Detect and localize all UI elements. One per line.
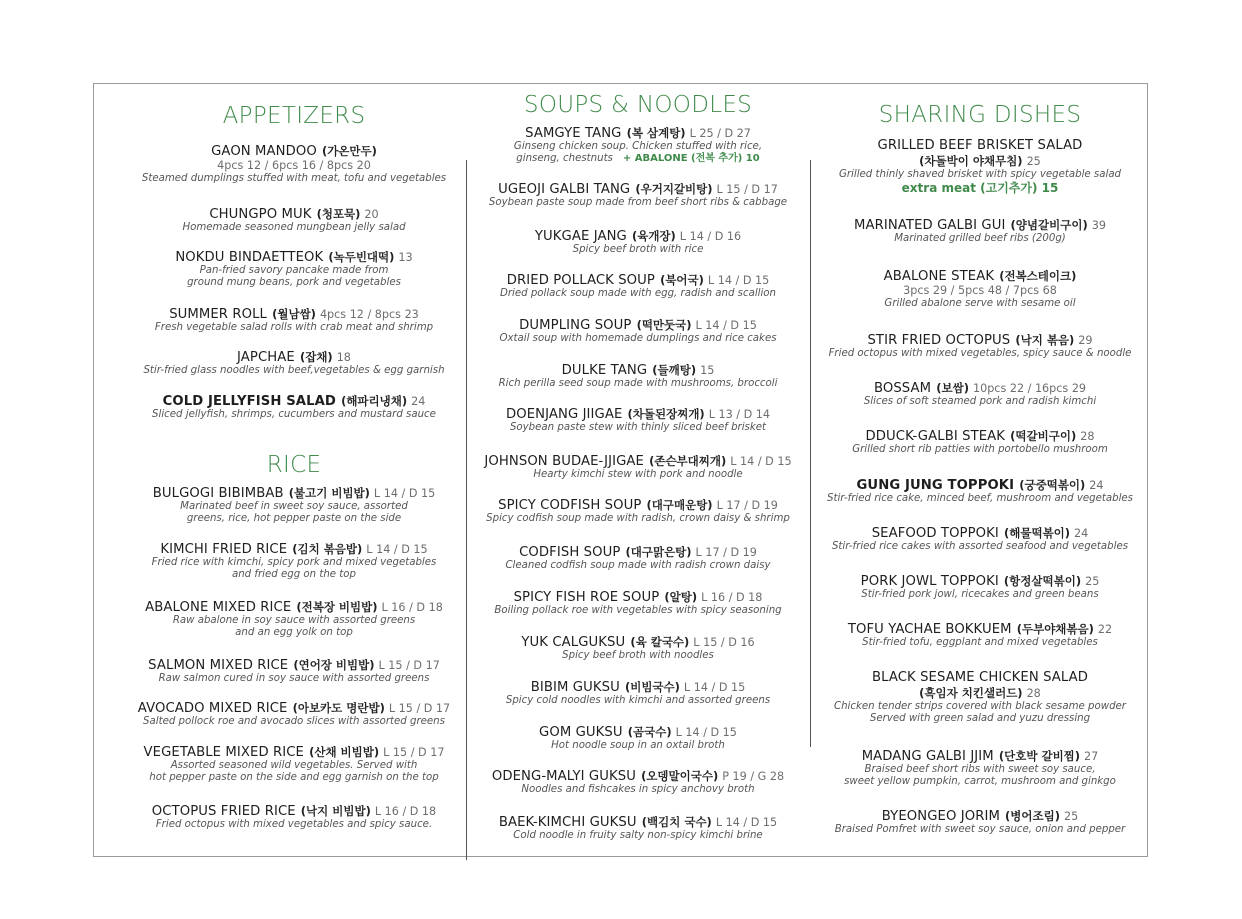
item-price: 20 (364, 208, 379, 221)
item-description: ginseng, chestnuts (516, 153, 613, 164)
menu-item (129, 206, 459, 234)
item-name: TOFU YACHAE BOKKUEM (847, 622, 1012, 637)
menu-item (816, 137, 1144, 196)
menu-item (129, 803, 459, 831)
item-description: Sliced jellyfish, shrimps, cucumbers and mustard sauce (152, 409, 436, 420)
menu-item (129, 143, 459, 185)
item-korean-name: (들깨탕) (652, 363, 697, 377)
menu-item (129, 485, 459, 525)
item-korean-name: (우거지갈비탕) (635, 182, 713, 196)
item-price: L 17 / D 19 (716, 499, 778, 512)
menu-item-title-line (816, 808, 1144, 824)
menu-item-title-line (129, 599, 459, 615)
item-name: NOKDU BINDAETTEOK (175, 250, 324, 265)
item-description: Grilled thinly shaved brisket with spicy vegetable salad (838, 169, 1122, 180)
item-price: 4pcs 12 / 8pcs 23 (319, 308, 419, 321)
menu-item (473, 814, 803, 842)
item-korean-name: (백김치 국수) (641, 815, 712, 829)
item-name: JAPCHAE (237, 350, 295, 365)
menu-item (816, 808, 1144, 836)
item-korean-name: (아보카도 명란밥) (292, 701, 385, 715)
item-description: Spicy beef broth with rice (572, 244, 704, 255)
menu-item-title-line (816, 332, 1144, 348)
item-name: CHUNGPO MUK (209, 207, 312, 222)
item-name: BIBIM GUKSU (530, 680, 620, 695)
section-heading: APPETIZERS (222, 103, 366, 129)
menu-item (473, 181, 803, 209)
item-description: and fried egg on the top (231, 569, 356, 580)
item-price: L 15 / D 16 (693, 636, 755, 649)
item-price: 25 (1085, 575, 1100, 588)
menu-item-title-line (816, 621, 1144, 637)
menu-item-title-line (129, 657, 459, 673)
item-korean-name: (흑임자 치킨샐러드) (919, 686, 1023, 700)
item-description: Soybean paste soup made from beef short ribs & cabbage (488, 197, 788, 208)
menu-item (129, 541, 459, 581)
item-name: BOSSAM (873, 381, 932, 396)
menu-item (816, 621, 1144, 649)
item-price: L 25 / D 27 (689, 127, 751, 140)
menu-item (816, 332, 1144, 360)
item-korean-name: (연어장 비빔밥) (293, 658, 375, 672)
item-description: Fresh vegetable salad rolls with crab meat and shrimp (154, 322, 434, 333)
item-price: L 14 / D 15 (715, 816, 778, 829)
item-description: Grilled abalone serve with sesame oil (884, 298, 1076, 309)
item-description: Salted pollock roe and avocado slices with assorted greens (143, 716, 445, 727)
section-heading: RICE (266, 452, 322, 478)
item-korean-name: (단호박 갈비찜) (998, 749, 1081, 763)
item-description: Stir-fried pork jowl, ricecakes and green beans (861, 589, 1099, 600)
item-name: AVOCADO MIXED RICE (137, 701, 288, 716)
menu-item-title-line (816, 748, 1144, 764)
menu-item (816, 380, 1144, 408)
menu-item-title-line (129, 143, 459, 159)
item-price: L 14 / D 15 (373, 487, 436, 500)
item-korean-name: (대구맑은탕) (625, 545, 692, 559)
item-description: Cleaned codfish soup made with radish crown daisy (505, 560, 771, 571)
item-name: DDUCK-GALBI STEAK (865, 429, 1006, 444)
menu-item (816, 525, 1144, 553)
item-description: Assorted seasoned wild vegetables. Served with (170, 760, 418, 771)
menu-item (473, 544, 803, 572)
item-korean-name: (청포묵) (316, 207, 361, 221)
item-name: SAMGYE TANG (525, 126, 622, 141)
item-korean-name: (북어국) (660, 273, 704, 287)
menu-item-title-line (473, 679, 803, 695)
item-name: SPICY CODFISH SOUP (498, 498, 642, 513)
item-name: STIR FRIED OCTOPUS (867, 333, 1011, 348)
item-name: BYEONGEO JORIM (881, 809, 1000, 824)
menu-item-title-line (816, 669, 1144, 685)
item-price: L 14 / D 15 (695, 319, 757, 332)
item-price: 28 (1080, 430, 1095, 443)
item-name: GAON MANDOO (211, 144, 317, 159)
menu-item (816, 573, 1144, 601)
item-price-options: 3pcs 29 / 5pcs 48 / 7pcs 68 (903, 284, 1057, 297)
menu-item (473, 724, 803, 752)
menu-item (129, 700, 459, 728)
item-price: L 14 / D 15 (730, 455, 792, 468)
item-name: MARINATED GALBI GUI (854, 218, 1006, 233)
item-extra-option: + ABALONE (전복 추가) 10 (622, 153, 760, 164)
item-korean-name: (불고기 비빔밥) (288, 486, 370, 500)
item-description: Spicy codfish soup made with radish, crown daisy & shrimp (486, 513, 790, 524)
item-price: 39 (1091, 219, 1106, 232)
menu-item (473, 768, 803, 796)
item-korean-name: (가온만두) (321, 144, 377, 158)
menu-item (473, 228, 803, 256)
menu-item-korean-line (816, 685, 1144, 701)
menu-item-title-line (473, 768, 803, 784)
menu-item-title-line (129, 206, 459, 222)
menu-item (816, 428, 1144, 456)
item-name: MADANG GALBI JJIM (861, 749, 994, 764)
item-description: Stir-fried rice cake, minced beef, mushroom and vegetables (827, 493, 1133, 504)
menu-item-title-line (816, 525, 1144, 541)
item-price: L 15 / D 17 (716, 183, 778, 196)
item-price: L 16 / D 18 (381, 601, 443, 614)
menu-item-korean-line (816, 153, 1144, 169)
menu-item-title-line (473, 497, 803, 513)
item-name: SALMON MIXED RICE (148, 658, 289, 673)
menu-item (816, 268, 1144, 310)
menu-item (473, 589, 803, 617)
item-name: OCTOPUS FRIED RICE (151, 804, 296, 819)
item-description: Hearty kimchi stew with pork and noodle (533, 469, 743, 480)
item-price: L 15 / D 17 (388, 702, 451, 715)
menu-item-title-line (473, 453, 803, 469)
item-korean-name: (낙지 볶음) (1015, 333, 1075, 347)
menu-item (129, 393, 459, 421)
item-description: Oxtail soup with homemade dumplings and rice cakes (499, 333, 777, 344)
item-description: Slices of soft steamed pork and radish kimchi (863, 396, 1097, 407)
item-price: 15 (700, 364, 715, 377)
item-description: ground mung beans, pork and vegetables (187, 277, 401, 288)
menu-item (129, 599, 459, 639)
item-price: 24 (1074, 527, 1089, 540)
menu-item-title-line (816, 477, 1144, 493)
menu-item (473, 125, 803, 165)
item-price: L 15 / D 17 (383, 746, 445, 759)
menu-item-title-line (473, 228, 803, 244)
item-description: Chicken tender strips covered with black sesame powder (833, 701, 1126, 712)
item-korean-name: (오뎅말이국수) (641, 769, 719, 783)
item-price: L 14 / D 15 (683, 681, 746, 694)
item-name: SEAFOOD TOPPOKI (871, 526, 999, 541)
item-description-line (473, 153, 803, 165)
item-description: Braised beef short ribs with sweet soy sauce, (864, 764, 1096, 775)
item-description: Soybean paste stew with thinly sliced beef brisket (509, 422, 767, 433)
item-description: and an egg yolk on top (235, 627, 353, 638)
menu-item-title-line (473, 406, 803, 422)
item-price: 25 (1026, 155, 1041, 168)
section-heading: SHARING DISHES (878, 102, 1082, 128)
item-korean-name: (해물떡볶이) (1003, 526, 1071, 540)
column-divider-left (466, 160, 467, 860)
menu-item-title-line (129, 249, 459, 265)
item-extra-option: extra meat (고기추가) 15 (901, 181, 1059, 195)
item-name: DOENJANG JIIGAE (505, 407, 623, 422)
item-description: Marinated grilled beef ribs (200g) (894, 233, 1066, 244)
item-description: hot pepper paste on the side and egg garnish on the top (149, 772, 439, 783)
item-price: L 17 / D 19 (695, 546, 757, 559)
menu-item (129, 306, 459, 334)
item-korean-name: (양념갈비구이) (1010, 218, 1088, 232)
item-price: 10pcs 22 / 16pcs 29 (972, 382, 1087, 395)
item-price: 13 (398, 251, 413, 264)
item-korean-name: (알탕) (664, 590, 698, 604)
item-korean-name: (병어조림) (1005, 809, 1060, 823)
menu-item-title-line (473, 317, 803, 333)
item-name: DUMPLING SOUP (519, 318, 632, 333)
item-description: Spicy beef broth with noodles (562, 650, 714, 661)
item-name: DRIED POLLACK SOUP (506, 273, 655, 288)
menu-item-title-line (816, 380, 1144, 396)
menu-item (816, 669, 1144, 725)
item-korean-name: (복 삼계탕) (626, 126, 686, 140)
item-korean-name: (차돌된장찌개) (627, 407, 705, 421)
menu-item-title-line (473, 272, 803, 288)
item-korean-name: (김치 볶음밥) (292, 542, 363, 556)
menu-item (129, 249, 459, 289)
item-name: YUKGAE JANG (534, 229, 627, 244)
item-description: Dried pollack soup made with egg, radish and scallion (499, 288, 777, 299)
menu-item (816, 477, 1144, 505)
item-description: Stir-fried rice cakes with assorted seafood and vegetables (831, 541, 1129, 552)
item-korean-name: (육 칼국수) (630, 635, 690, 649)
menu-item-title-line (473, 814, 803, 830)
item-korean-name: (존슨부대찌개) (649, 454, 727, 468)
item-name: VEGETABLE MIXED RICE (143, 745, 304, 760)
item-description: Fried octopus with mixed vegetables and spicy sauce. (155, 819, 433, 830)
item-name: ABALONE MIXED RICE (145, 600, 292, 615)
item-korean-name: (궁중떡볶이) (1019, 478, 1086, 492)
item-korean-name: (떡갈비구이) (1010, 429, 1077, 443)
item-description: Cold noodle in fruity salty non-spicy kimchi brine (513, 830, 763, 841)
item-description: Marinated beef in sweet soy sauce, assorted (180, 501, 408, 512)
menu-item (473, 362, 803, 390)
item-price-options: 4pcs 12 / 6pcs 16 / 8pcs 20 (217, 159, 371, 172)
menu-item-title-line (129, 744, 459, 760)
item-price: L 16 / D 18 (701, 591, 763, 604)
item-description: Rich perilla seed soup made with mushrooms, broccoli (498, 378, 778, 389)
item-korean-name: (떡만둣국) (636, 318, 692, 332)
item-description: Raw salmon cured in soy sauce with assorted greens (158, 673, 430, 684)
menu-item (473, 453, 803, 481)
item-name: BLACK SESAME CHICKEN SALAD (871, 670, 1089, 685)
item-description: Stir-fried glass noodles with beef,vegetables & egg garnish (143, 365, 445, 376)
menu-item (473, 679, 803, 707)
item-name: GRILLED BEEF BRISKET SALAD (877, 138, 1083, 153)
item-name: ABALONE STEAK (883, 269, 995, 284)
item-price: 27 (1084, 750, 1099, 763)
item-name: BULGOGI BIBIMBAB (152, 486, 284, 501)
menu-item-title-line (816, 137, 1144, 153)
item-korean-name: (곰국수) (627, 725, 672, 739)
menu-item-title-line (473, 634, 803, 650)
menu-item (473, 272, 803, 300)
menu-item-title-line (473, 724, 803, 740)
item-name: UGEOJI GALBI TANG (498, 182, 631, 197)
item-name: YUK CALGUKSU (521, 635, 626, 650)
item-name: JOHNSON BUDAE-JJIGAE (484, 454, 644, 469)
menu-item (129, 744, 459, 784)
item-name: CODFISH SOUP (519, 545, 621, 560)
item-description: Homemade seasoned mungbean jelly salad (182, 222, 406, 233)
item-name: KIMCHI FRIED RICE (160, 542, 288, 557)
item-price: 25 (1063, 810, 1079, 823)
menu-item-title-line (816, 428, 1144, 444)
item-name: COLD JELLYFISH SALAD (162, 394, 336, 409)
item-name: DULKE TANG (561, 363, 648, 378)
menu-item-title-line (129, 393, 459, 409)
menu-item (473, 497, 803, 525)
item-price: L 14 / D 15 (675, 726, 737, 739)
item-description: Spicy cold noodles with kimchi and assorted greens (505, 695, 771, 706)
menu-item-title-line (129, 306, 459, 322)
item-price: 24 (1089, 479, 1104, 492)
item-korean-name: (항정살떡볶이) (1003, 574, 1082, 588)
item-description: Noodles and fishcakes in spicy anchovy broth (521, 784, 755, 795)
item-korean-name: (낙지 비빔밥) (300, 804, 371, 818)
menu-item-title-line (473, 589, 803, 605)
menu-item (473, 406, 803, 434)
item-price: L 14 / D 16 (679, 230, 742, 243)
item-price: L 13 / D 14 (708, 408, 771, 421)
menu-item (816, 748, 1144, 788)
section-heading: SOUPS & NOODLES (523, 92, 753, 118)
item-price: L 14 / D 15 (707, 274, 770, 287)
item-price: 22 (1097, 623, 1113, 636)
item-description: Ginseng chicken soup. Chicken stuffed with rice, (513, 141, 763, 152)
menu-item-title-line (129, 541, 459, 557)
menu-item-title-line (473, 125, 803, 141)
item-korean-name: (전복장 비빔밥) (296, 600, 378, 614)
item-description: Braised Pomfret with sweet soy sauce, onion and pepper (834, 824, 1126, 835)
item-description: Stir-fried tofu, eggplant and mixed vegetables (862, 637, 1098, 648)
item-description: Steamed dumplings stuffed with meat, tofu and vegetables (141, 173, 447, 184)
item-korean-name: (두부야채볶음) (1016, 622, 1094, 636)
menu-item (816, 217, 1144, 245)
item-price: L 16 / D 18 (374, 805, 437, 818)
item-description: Pan-fried savory pancake made from (199, 265, 389, 276)
menu-item-title-line (129, 485, 459, 501)
item-korean-name: (육개장) (631, 229, 676, 243)
item-name: GOM GUKSU (539, 725, 623, 740)
item-korean-name: (전복스테이크) (999, 269, 1077, 283)
item-name: SPICY FISH ROE SOUP (513, 590, 660, 605)
menu-item-title-line (473, 181, 803, 197)
item-description: Raw abalone in soy sauce with assorted greens (172, 615, 416, 626)
item-korean-name: (대구매운탕) (646, 498, 713, 512)
menu-item-title-line (816, 573, 1144, 589)
menu-item-title-line (816, 268, 1144, 284)
item-korean-name: (해파리냉채) (341, 394, 408, 408)
item-korean-name: (비빔국수) (624, 680, 680, 694)
item-price: 29 (1078, 334, 1093, 347)
item-korean-name: (잡채) (299, 350, 333, 364)
item-name: GUNG JUNG TOPPOKI (856, 478, 1015, 493)
menu-item (129, 657, 459, 685)
item-name: ODENG-MALYI GUKSU (491, 769, 636, 784)
item-price: 28 (1026, 687, 1041, 700)
item-price: P 19 / G 28 (722, 770, 785, 783)
item-description: Hot noodle soup in an oxtail broth (551, 740, 725, 751)
menu-item (473, 317, 803, 345)
item-korean-name: (녹두빈대떡) (328, 250, 395, 264)
item-description: Boiling pollack roe with vegetables with spicy seasoning (494, 605, 782, 616)
item-description: greens, rice, hot pepper paste on the side (186, 513, 402, 524)
menu-item-title-line (129, 700, 459, 716)
item-description: Fried octopus with mixed vegetables, spicy sauce & noodle (828, 348, 1132, 359)
column-divider-right (810, 160, 811, 747)
item-price: 18 (336, 351, 351, 364)
item-price: L 15 / D 17 (378, 659, 440, 672)
item-description: sweet yellow pumpkin, carrot, mushroom and ginkgo (844, 776, 1116, 787)
menu-item-title-line (816, 217, 1144, 233)
menu-item-title-line (129, 349, 459, 365)
item-name: PORK JOWL TOPPOKI (860, 574, 999, 589)
menu-item (473, 634, 803, 662)
item-name: SUMMER ROLL (169, 307, 267, 322)
item-korean-name: (월남쌈) (272, 307, 316, 321)
menu-item-title-line (129, 803, 459, 819)
item-name: BAEK-KIMCHI GUKSU (498, 815, 637, 830)
item-description: Grilled short rib patties with portobello mushroom (852, 444, 1108, 455)
menu-item (129, 349, 459, 377)
item-korean-name: (보쌈) (936, 381, 969, 395)
item-description: Served with green salad and yuzu dressing (869, 713, 1091, 724)
item-price: L 14 / D 15 (366, 543, 428, 556)
item-korean-name: (산채 비빔밥) (309, 745, 380, 759)
menu-item-title-line (473, 362, 803, 378)
item-description: Fried rice with kimchi, spicy pork and mixed vegetables (151, 557, 437, 568)
menu-item-title-line (473, 544, 803, 560)
item-price: 24 (411, 395, 426, 408)
item-korean-name: (차돌박이 야채무침) (919, 154, 1023, 168)
